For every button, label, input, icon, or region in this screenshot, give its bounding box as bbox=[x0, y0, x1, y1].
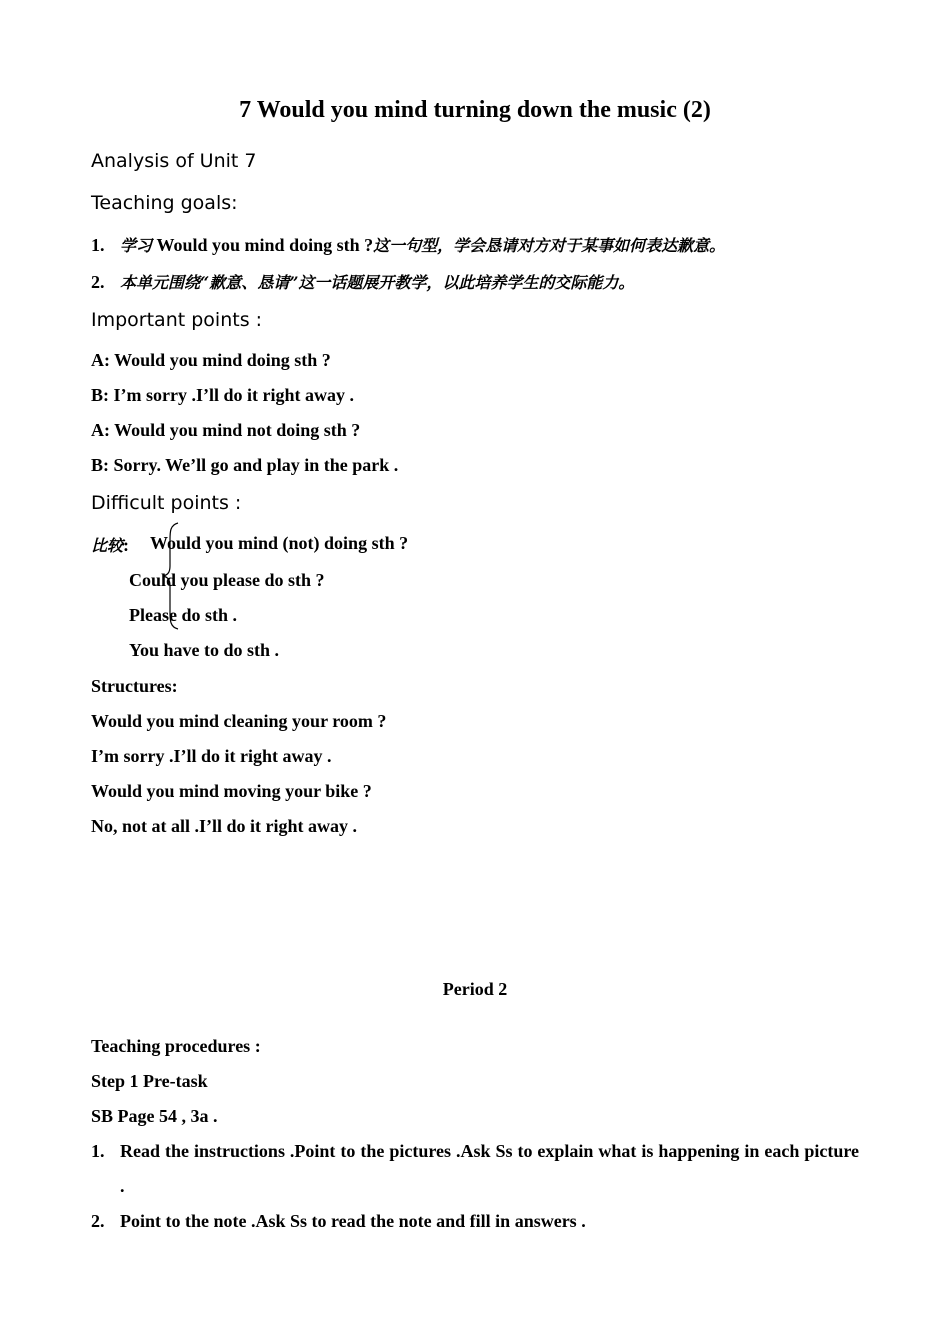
important-point-line: B: Sorry. We’ll go and play in the park . bbox=[91, 455, 399, 475]
difficult-point-line: Please do sth . bbox=[129, 605, 237, 625]
analysis-heading: Analysis of Unit 7 bbox=[91, 150, 257, 172]
procedure-item bbox=[91, 1204, 859, 1239]
curly-brace-icon bbox=[160, 522, 182, 630]
item-number: 1. bbox=[91, 235, 105, 255]
step-heading: Step 1 Pre-task bbox=[91, 1071, 208, 1091]
document-title: 7 Would you mind turning down the music (2) bbox=[239, 97, 711, 123]
important-point-line: A: Would you mind doing sth ? bbox=[91, 350, 331, 370]
important-points-heading: Important points : bbox=[91, 309, 263, 331]
difficult-point-line: Would you mind (not) doing sth ? bbox=[150, 533, 409, 553]
difficult-point-line: You have to do sth . bbox=[129, 640, 280, 660]
page-reference: SB Page 54 , 3a . bbox=[91, 1106, 218, 1126]
difficult-point-line: Could you please do sth ? bbox=[129, 570, 325, 590]
difficult-points-heading: Difficult points : bbox=[91, 492, 242, 514]
procedure-text: Point to the note .Ask Ss to read the note and fill in answers . bbox=[120, 1211, 586, 1231]
procedures-heading: Teaching procedures : bbox=[91, 1036, 261, 1056]
compare-label: 比较 bbox=[91, 536, 124, 555]
teaching-goal-item bbox=[91, 233, 725, 256]
procedure-text: Read the instructions .Point to the pictures .Ask Ss to explain what is happening in each picture . bbox=[120, 1141, 859, 1196]
item-number: 2. bbox=[91, 1211, 105, 1231]
procedure-item bbox=[91, 1134, 859, 1204]
goal-prefix: 学习 bbox=[120, 236, 153, 255]
compare-colon: : bbox=[123, 535, 130, 555]
goal-suffix: 这一句型，学会恳请对方对于某事如何表达歉意。 bbox=[373, 236, 726, 255]
period-heading: Period 2 bbox=[442, 979, 508, 999]
important-point-line: B: I’m sorry .I’ll do it right away . bbox=[91, 385, 354, 405]
item-number: 2. bbox=[91, 272, 105, 292]
structures-heading: Structures: bbox=[91, 676, 178, 696]
item-number: 1. bbox=[91, 1141, 105, 1161]
important-point-line: A: Would you mind not doing sth ? bbox=[91, 420, 361, 440]
structure-line: No, not at all .I’ll do it right away . bbox=[91, 816, 358, 836]
structure-line: I’m sorry .I’ll do it right away . bbox=[91, 746, 332, 766]
structure-line: Would you mind cleaning your room ? bbox=[91, 711, 387, 731]
compare-line bbox=[91, 533, 129, 556]
goal-text: 本单元围绕“歉意、恳请”这一话题展开教学，以此培养学生的交际能力。 bbox=[120, 273, 635, 292]
structure-line: Would you mind moving your bike ? bbox=[91, 781, 372, 801]
teaching-goals-heading: Teaching goals: bbox=[91, 192, 238, 214]
goal-text: Would you mind doing sth ? bbox=[152, 235, 374, 255]
teaching-goal-item bbox=[91, 270, 634, 293]
